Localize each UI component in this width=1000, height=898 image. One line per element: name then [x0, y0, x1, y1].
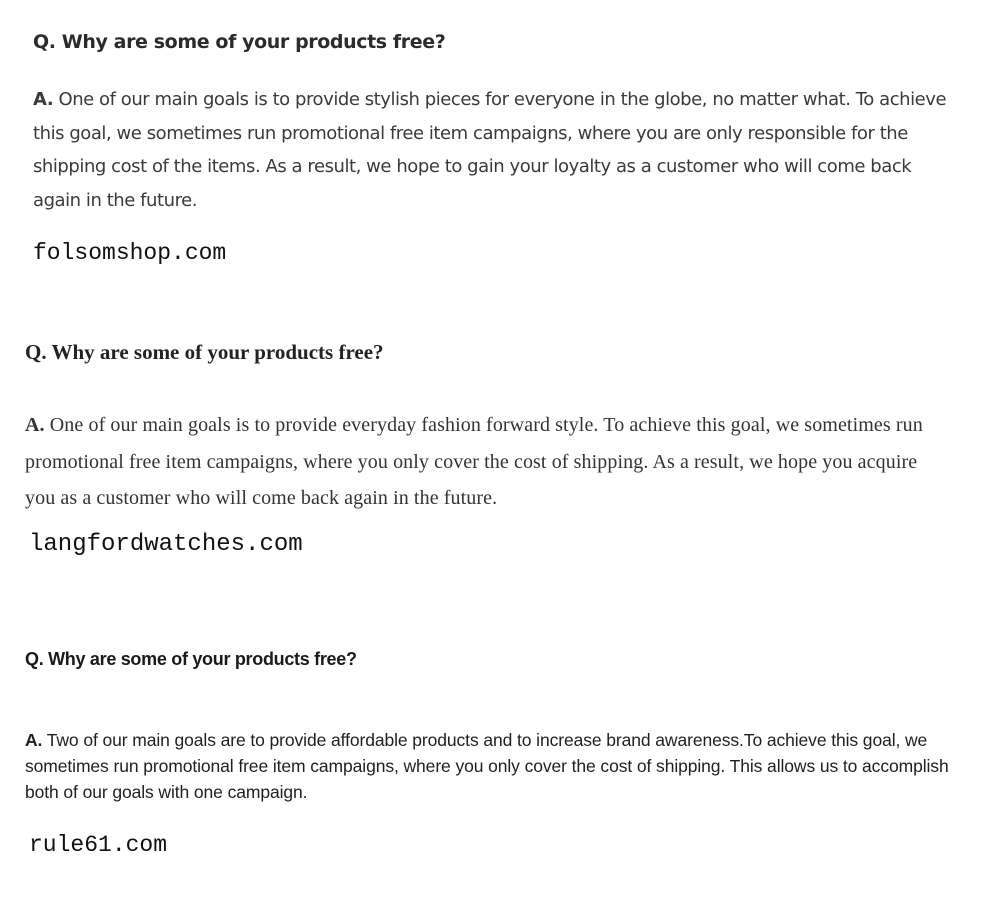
- faq-answer: [25, 407, 945, 517]
- answer-text: One of our main goals is to provide stylish pieces for everyone in the globe, no matter what. To achieve this goal, we sometimes run promotional free item campaigns, where you are only responsible for the shipping cost of the items. As a result, we hope to gain your loyalty as a customer who will come back again in the future.: [33, 89, 947, 211]
- source-domain: rule61.com: [29, 832, 168, 858]
- faq-answer: [33, 83, 963, 217]
- answer-text: Two of our main goals are to provide affordable products and to increase brand awareness.To achieve this goal, we sometimes run promotional free item campaigns, where you only cover the cost of shipping. This allows us to accomplish both of our goals with one campaign.: [25, 730, 949, 802]
- answer-prefix: A.: [25, 730, 43, 750]
- faq-question: Q. Why are some of your products free?: [25, 649, 357, 669]
- faq-answer: [25, 727, 975, 805]
- source-domain: langfordwatches.com: [29, 531, 303, 558]
- answer-prefix: A.: [25, 414, 45, 436]
- answer-prefix: A.: [33, 89, 54, 110]
- source-domain: folsomshop.com: [33, 240, 227, 266]
- faq-question: Q. Why are some of your products free?: [33, 31, 446, 53]
- answer-text: One of our main goals is to provide everyday fashion forward style. To achieve this goal, we sometimes run promotional free item campaigns, where you only cover the cost of shipping. As a result, we hope you acquire you as a customer who will come back again in the future.: [25, 414, 923, 509]
- faq-question: Q. Why are some of your products free?: [25, 340, 384, 364]
